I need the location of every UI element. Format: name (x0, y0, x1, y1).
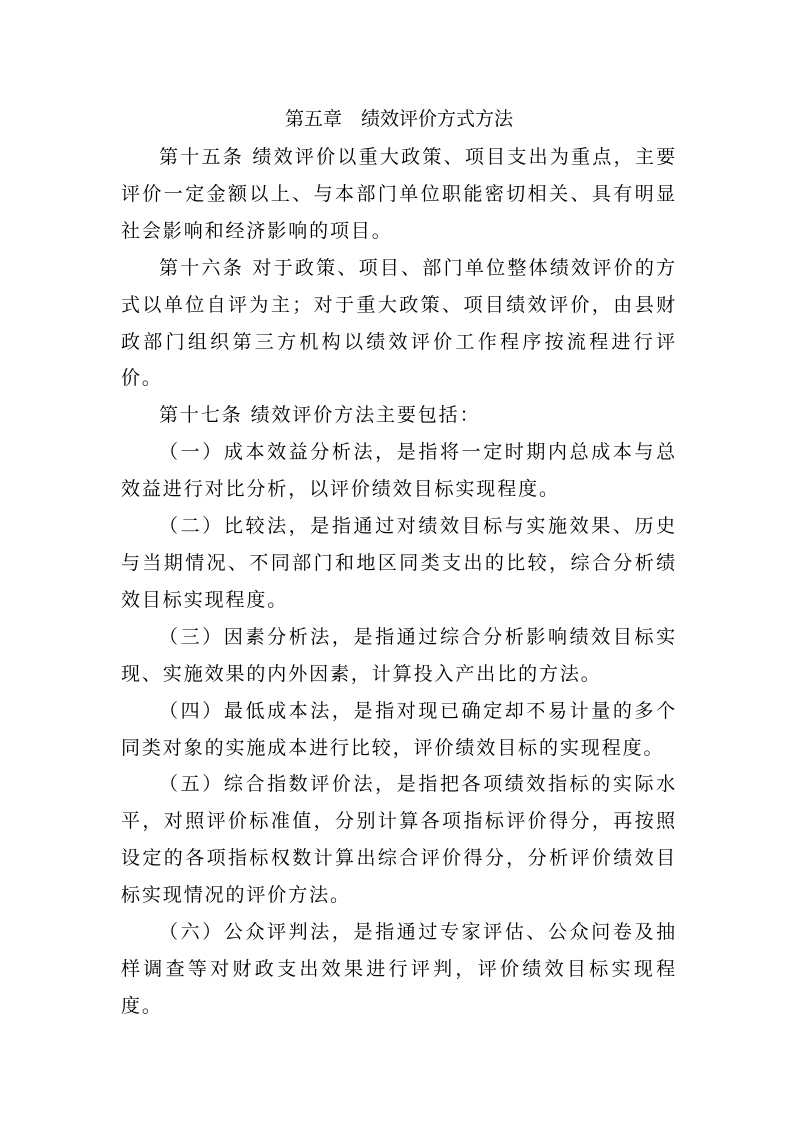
method-item-6: （六）公众评判法，是指通过专家评估、公众问卷及抽样调查等对财政支出效果进行评判，评价绩效目标实现程度。 (121, 921, 677, 1017)
article-text: 对于政策、项目、部门单位整体绩效评价的方式以单位自评为主；对于重大政策、项目绩效评价，由县财政部门组织第三方机构以绩效评价工作程序按流程进行评价。 (121, 256, 677, 390)
article-number: 第十七条 (159, 404, 243, 427)
method-item-4: （四）最低成本法，是指对现已确定却不易计量的多个同类对象的实施成本进行比较，评价绩效目标的实现程度。 (121, 699, 677, 759)
chapter-title: 第五章 绩效评价方式方法 (284, 108, 513, 130)
article-17 (121, 397, 677, 434)
article-16 (121, 250, 677, 398)
method-item-2: （二）比较法，是指通过对绩效目标与实施效果、历史与当期情况、不同部门和地区同类支出的比较，综合分析绩效目标实现程度。 (121, 515, 677, 611)
method-item-5: （五）综合指数评价法，是指把各项绩效指标的实际水平，对照评价标准值，分别计算各项指标评价得分，再按照设定的各项指标权数计算出综合评价得分，分析评价绩效目标实现情况的评价方法。 (121, 773, 677, 907)
article-text: 绩效评价方法主要包括： (250, 404, 481, 427)
article-number: 第十五条 (159, 146, 245, 168)
document-body (121, 99, 677, 1025)
article-15 (121, 139, 677, 250)
article-text: 绩效评价以重大政策、项目支出为重点，主要评价一定金额以上、与本部门单位职能密切相关、具有明显社会影响和经济影响的项目。 (121, 146, 677, 242)
method-item-1: （一）成本效益分析法，是指将一定时期内总成本与总效益进行对比分析，以评价绩效目标实现程度。 (121, 441, 677, 501)
method-item-3: （三）因素分析法，是指通过综合分析影响绩效目标实现、实施效果的内外因素，计算投入产出比的方法。 (121, 625, 677, 685)
article-number: 第十六条 (159, 256, 245, 279)
